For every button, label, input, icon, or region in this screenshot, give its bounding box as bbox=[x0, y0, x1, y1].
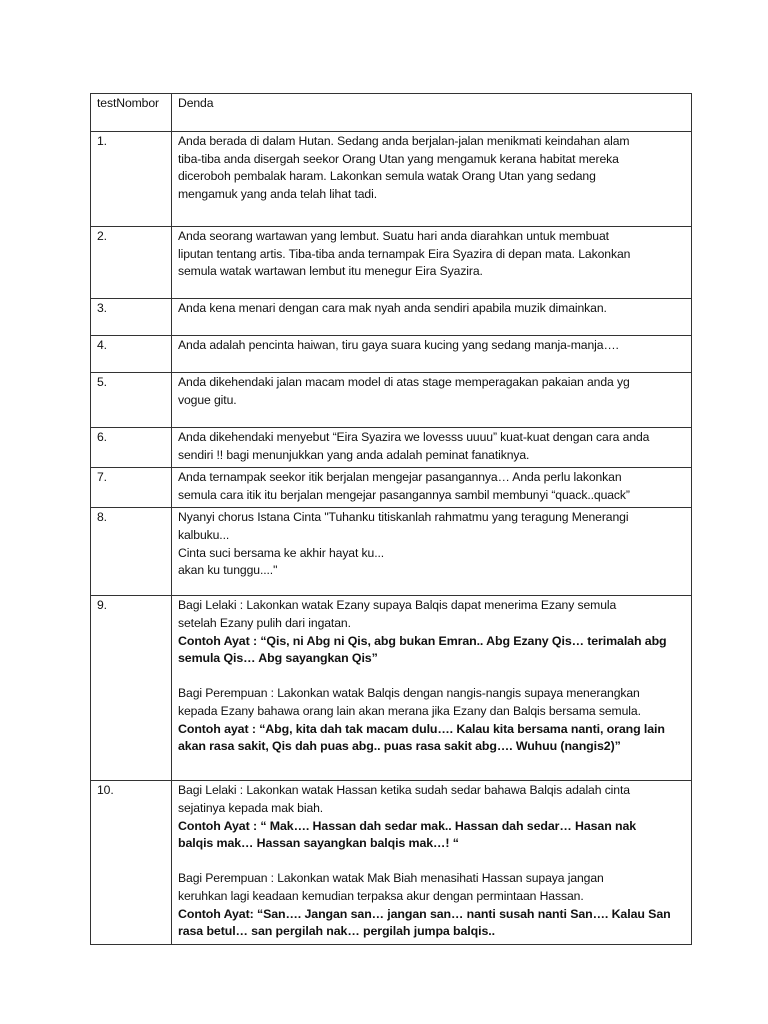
row-text bbox=[172, 336, 692, 373]
table-row-5 bbox=[91, 373, 692, 428]
text-line: Anda dikehendaki jalan macam model di atas stage memperagakan pakaian anda yg bbox=[178, 375, 630, 389]
row-text bbox=[172, 132, 692, 227]
row-number: 1. bbox=[91, 132, 172, 227]
example-line: Contoh ayat : “Abg, kita dah tak macam dulu…. Kalau kita bersama nanti, orang lain bbox=[178, 721, 665, 736]
text-line: diceroboh pembalak haram. Lakonkan semula watak Orang Utan yang sedang bbox=[178, 169, 596, 184]
text-line: Bagi Lelaki : Lakonkan watak Ezany supaya Balqis dapat menerima Ezany semula bbox=[178, 598, 617, 613]
table-row-10 bbox=[91, 781, 692, 944]
table-header-row bbox=[91, 94, 692, 132]
text-line: Anda ternampak seekor itik berjalan mengejar pasangannya… Anda perlu lakonkan bbox=[178, 470, 622, 485]
row-number: 10. bbox=[91, 781, 172, 944]
text-line: Anda berada di dalam Hutan. Sedang anda berjalan-jalan menikmati keindahan alam bbox=[178, 134, 630, 148]
example-line: Contoh Ayat : “Qis, ni Abg ni Qis, abg bukan Emran.. Abg Ezany Qis… terimalah abg bbox=[178, 633, 667, 648]
table-row-7 bbox=[91, 468, 692, 508]
example-line: akan rasa sakit, Qis dah puas abg.. puas rasa sakit abg…. Wuhuu (nangis2)” bbox=[178, 739, 621, 754]
text-line: Bagi Perempuan : Lakonkan watak Mak Biah menasihati Hassan supaya jangan bbox=[178, 871, 604, 886]
row-number: 7. bbox=[91, 468, 172, 508]
row-text bbox=[172, 781, 692, 944]
text-line: semula cara itik itu berjalan mengejar pasangannya sambil membunyi “quack..quack” bbox=[178, 487, 630, 502]
text-line: sejatinya kepada mak biah. bbox=[178, 800, 324, 815]
text-line: liputan tentang artis. Tiba-tiba anda ternampak Eira Syazira di depan mata. Lakonkan bbox=[178, 246, 631, 261]
row-text bbox=[172, 227, 692, 299]
table-row-4 bbox=[91, 336, 692, 373]
example-line: Contoh Ayat: “San…. Jangan san… jangan san… nanti susah nanti San…. Kalau San bbox=[178, 906, 671, 921]
text-line: mengamuk yang anda telah lihat tadi. bbox=[178, 186, 377, 201]
header-denda: Denda bbox=[172, 94, 692, 132]
example-line: balqis mak… Hassan sayangkan balqis mak…! “ bbox=[178, 836, 459, 851]
row-number: 5. bbox=[91, 373, 172, 428]
table-row-2 bbox=[91, 227, 692, 299]
text-line: kalbuku... bbox=[178, 527, 230, 542]
text-line: keruhkan lagi keadaan kemudian terpaksa akur dengan permintaan Hassan. bbox=[178, 888, 584, 903]
text-line: akan ku tunggu...." bbox=[178, 563, 278, 578]
text-line: Bagi Lelaki : Lakonkan watak Hassan ketika sudah sedar bahawa Balqis adalah cinta bbox=[178, 783, 630, 798]
row-text bbox=[172, 299, 692, 336]
penalty-table bbox=[90, 93, 692, 945]
table-row-8 bbox=[91, 508, 692, 596]
text-line: Bagi Perempuan : Lakonkan watak Balqis dengan nangis-nangis supaya menerangkan bbox=[178, 686, 640, 701]
text-line: Cinta suci bersama ke akhir hayat ku... bbox=[178, 545, 385, 560]
text-line: Anda dikehendaki menyebut “Eira Syazira we lovesss uuuu” kuat-kuat dengan cara anda bbox=[178, 430, 650, 444]
row-text bbox=[172, 508, 692, 596]
table-row-3 bbox=[91, 299, 692, 336]
table-row-1 bbox=[91, 132, 692, 227]
text-line: sendiri !! bagi menunjukkan yang anda adalah peminat fanatiknya. bbox=[178, 447, 530, 462]
text-line: kepada Ezany bahawa orang lain akan merana jika Ezany dan Balqis bersama semula. bbox=[178, 703, 641, 718]
text-line: Nyanyi chorus Istana Cinta "Tuhanku titiskanlah rahmatmu yang teragung Menerangi bbox=[178, 510, 629, 525]
text-line: tiba-tiba anda disergah seekor Orang Utan yang mengamuk kerana habitat mereka bbox=[178, 151, 619, 166]
row-number: 8. bbox=[91, 508, 172, 596]
row-number: 9. bbox=[91, 596, 172, 781]
row-text bbox=[172, 428, 692, 468]
text-line: setelah Ezany pulih dari ingatan. bbox=[178, 615, 351, 630]
example-line: Contoh Ayat : “ Mak…. Hassan dah sedar mak.. Hassan dah sedar… Hasan nak bbox=[178, 818, 637, 833]
row-number: 6. bbox=[91, 428, 172, 468]
example-line: rasa betul… san pergilah nak… pergilah jumpa balqis.. bbox=[178, 924, 495, 939]
text-line: Anda adalah pencinta haiwan, tiru gaya suara kucing yang sedang manja-manja…. bbox=[178, 338, 619, 352]
text-line: vogue gitu. bbox=[178, 392, 237, 407]
text-line: semula watak wartawan lembut itu menegur Eira Syazira. bbox=[178, 264, 483, 279]
row-number: 4. bbox=[91, 336, 172, 373]
text-line: Anda kena menari dengan cara mak nyah anda sendiri apabila muzik dimainkan. bbox=[178, 301, 607, 315]
row-number: 2. bbox=[91, 227, 172, 299]
table-row-6 bbox=[91, 428, 692, 468]
example-line: semula Qis… Abg sayangkan Qis” bbox=[178, 651, 378, 666]
table-row-9 bbox=[91, 596, 692, 781]
header-test-number: testNombor bbox=[91, 94, 172, 132]
row-number: 3. bbox=[91, 299, 172, 336]
row-text bbox=[172, 468, 692, 508]
text-line: Anda seorang wartawan yang lembut. Suatu hari anda diarahkan untuk membuat bbox=[178, 229, 609, 243]
row-text bbox=[172, 596, 692, 781]
row-text bbox=[172, 373, 692, 428]
